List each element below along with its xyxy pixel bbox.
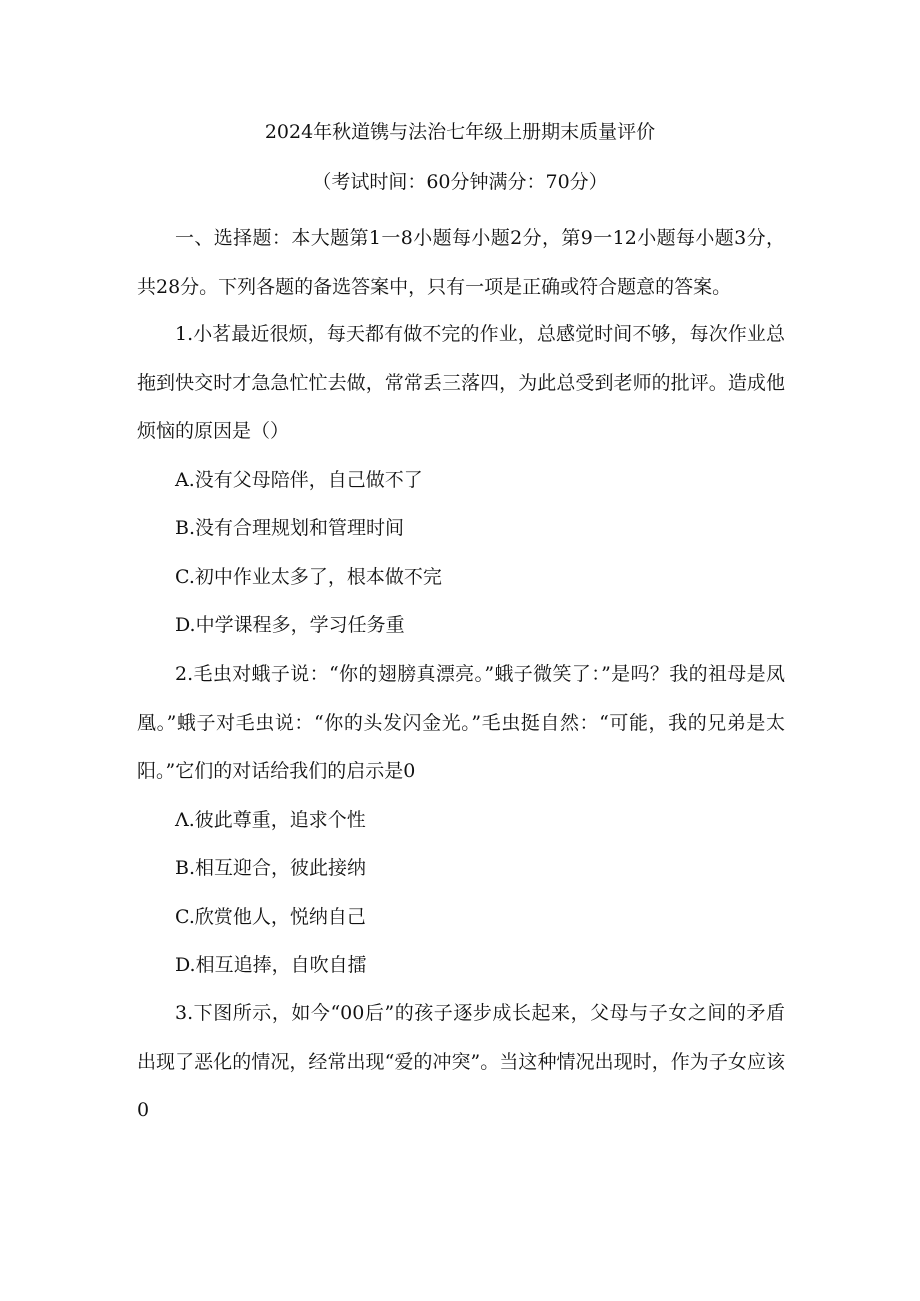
question-option: Λ.彼此尊重，追求个性 [175, 808, 366, 831]
section-intro: 一、选择题：本大题第1一8小题每小题2分，第9一12小题每小题3分，共28分。下列各题的备选答案中，只有一项是正确或符合题意的答案。 [137, 227, 785, 298]
question-stem: 3.下图所示，如今“00后”的孩子逐步成长起来，父母与子女之间的矛盾出现了恶化的情况，经常出现“爱的冲突”。当这种情况出现时，作为子女应该0 [137, 1002, 785, 1121]
section-intro-block [137, 214, 785, 311]
question-option: D.中学课程多，学习任务重 [175, 614, 405, 636]
question-3 [137, 989, 785, 1135]
exam-info: （考试时间：60分钟满分：70分） [312, 171, 608, 193]
question-option: B.没有合理规划和管理时间 [175, 517, 405, 539]
question-option: C.初中作业太多了，根本做不完 [175, 565, 442, 588]
question-option: C.欣赏他人，悦纳自己 [175, 905, 366, 928]
question-option: D.相互追捧，自吹自擂 [175, 954, 367, 976]
question-2 [137, 650, 785, 990]
question-stem: 2.毛虫对蛾子说：“你的翅膀真漂亮。”蛾子微笑了：”是吗？我的祖母是凤凰。”蛾子对毛虫说：“你的头发闪金光。”毛虫挺自然：“可能，我的兄弟是太阳。”它们的对话给我们的启示是0 [137, 663, 785, 782]
document-title: 2024年秋道镌与法治七年级上册期末质量评价 [264, 121, 656, 143]
question-1 [137, 310, 785, 650]
question-stem: 1.小茗最近很烦，每天都有做不完的作业，总感觉时间不够，每次作业总拖到快交时才急急忙忙去做，常常丢三落四，为此总受到老师的批评。造成他烦恼的原因是（） [137, 323, 785, 442]
question-option: A.没有父母陪伴，自己做不了 [175, 468, 423, 491]
question-option: B.相互迎合，彼此接纳 [175, 857, 367, 879]
